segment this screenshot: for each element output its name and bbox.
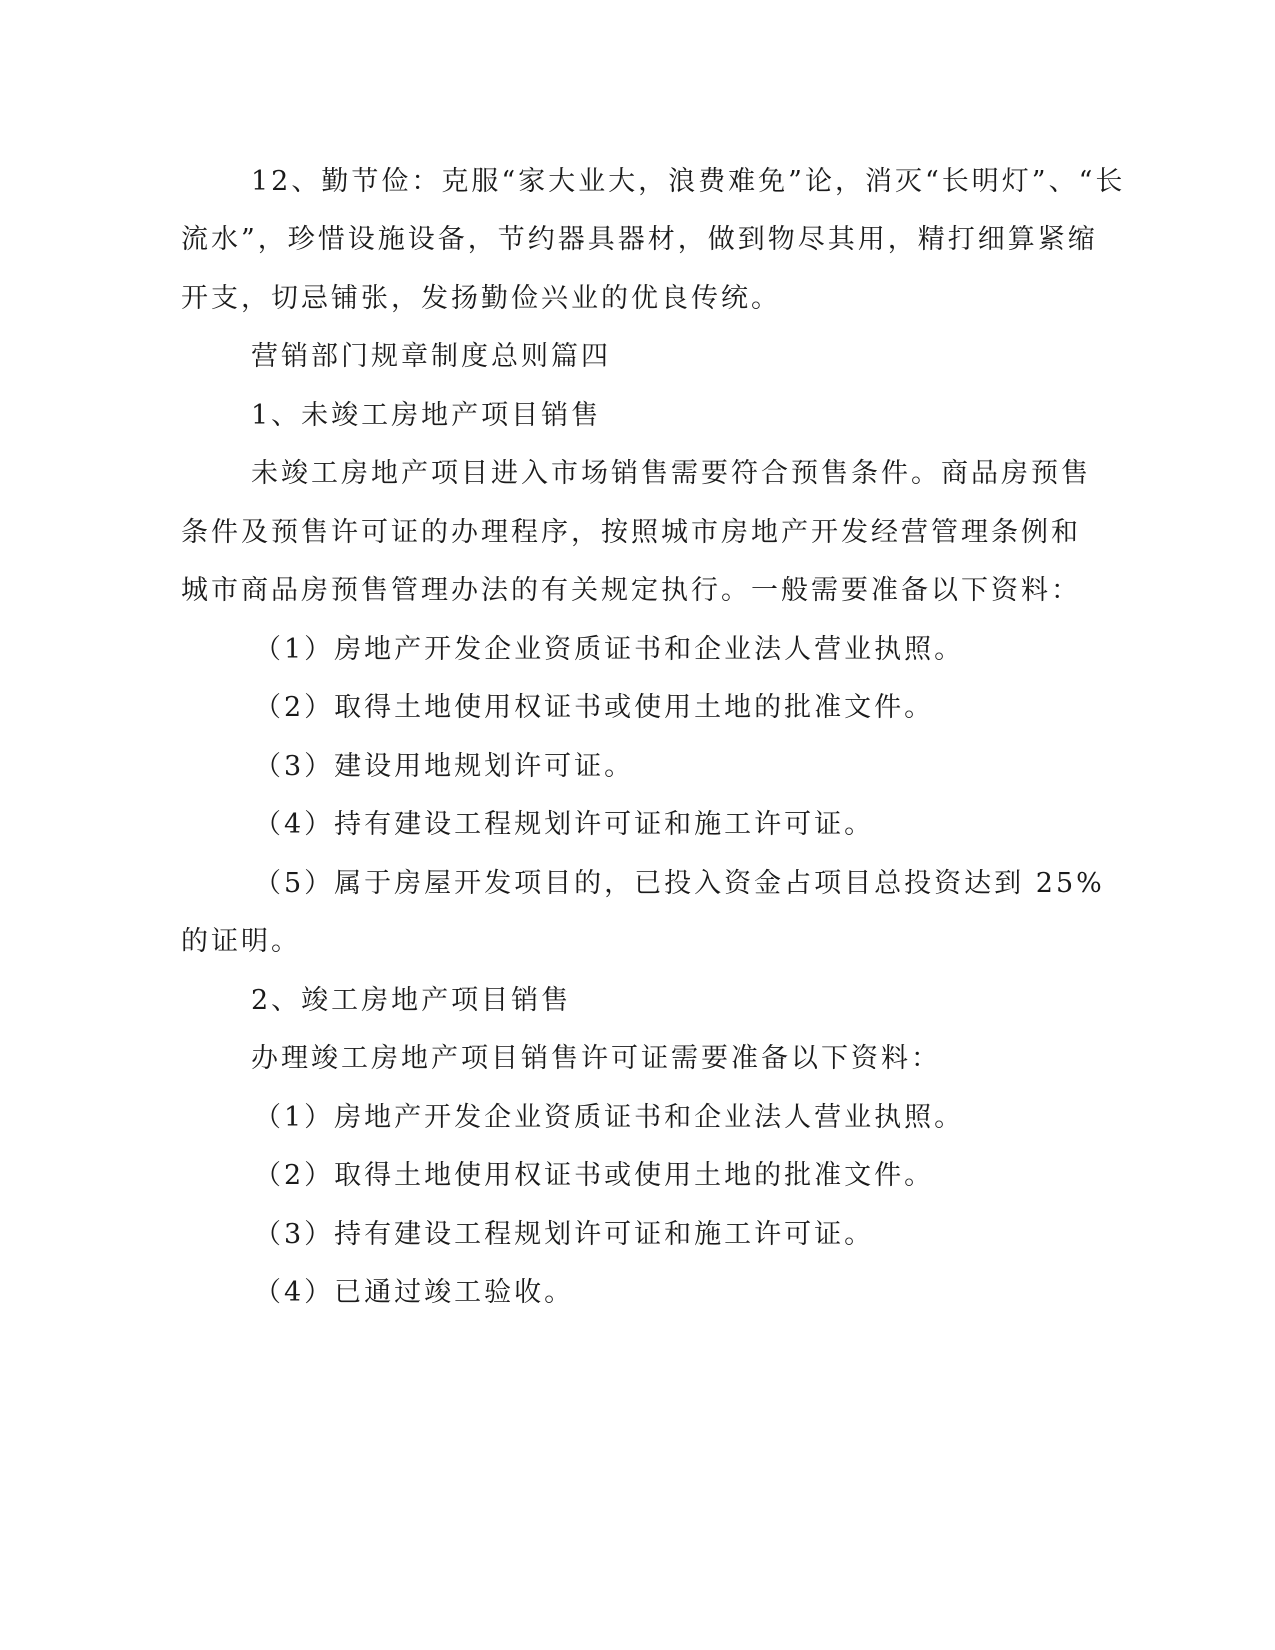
section-heading: 营销部门规章制度总则篇四 (251, 341, 611, 372)
paragraph-line: 城市商品房预售管理办法的有关规定执行。一般需要准备以下资料： (181, 575, 1081, 606)
list-item: （2）取得土地使用权证书或使用土地的批准文件。 (254, 692, 935, 723)
list-item: （1）房地产开发企业资质证书和企业法人营业执照。 (254, 634, 965, 665)
subsection-heading: 1、未竣工房地产项目销售 (251, 400, 602, 431)
list-item: （1）房地产开发企业资质证书和企业法人营业执照。 (254, 1102, 965, 1133)
list-item: （2）取得土地使用权证书或使用土地的批准文件。 (254, 1160, 935, 1191)
list-item: （3）持有建设工程规划许可证和施工许可证。 (254, 1219, 875, 1250)
paragraph-line: 12、勤节俭：克服“家大业大，浪费难免”论，消灭“长明灯”、“长 (251, 166, 1126, 197)
list-item: （3）建设用地规划许可证。 (254, 751, 635, 782)
list-item: （4）已通过竣工验收。 (254, 1277, 575, 1308)
paragraph-line: 流水”，珍惜设施设备，节约器具器材，做到物尽其用，精打细算紧缩 (181, 224, 1098, 255)
paragraph-line: 办理竣工房地产项目销售许可证需要准备以下资料： (251, 1043, 941, 1074)
list-item: （4）持有建设工程规划许可证和施工许可证。 (254, 809, 875, 840)
paragraph-line: 开支，切忌铺张，发扬勤俭兴业的优良传统。 (181, 283, 781, 314)
list-item: （5）属于房屋开发项目的，已投入资金占项目总投资达到 25% (254, 868, 1105, 899)
subsection-heading: 2、竣工房地产项目销售 (251, 985, 572, 1016)
paragraph-line: 条件及预售许可证的办理程序，按照城市房地产开发经营管理条例和 (181, 517, 1081, 548)
list-item-continuation: 的证明。 (181, 926, 301, 957)
paragraph-line: 未竣工房地产项目进入市场销售需要符合预售条件。商品房预售 (251, 458, 1091, 489)
